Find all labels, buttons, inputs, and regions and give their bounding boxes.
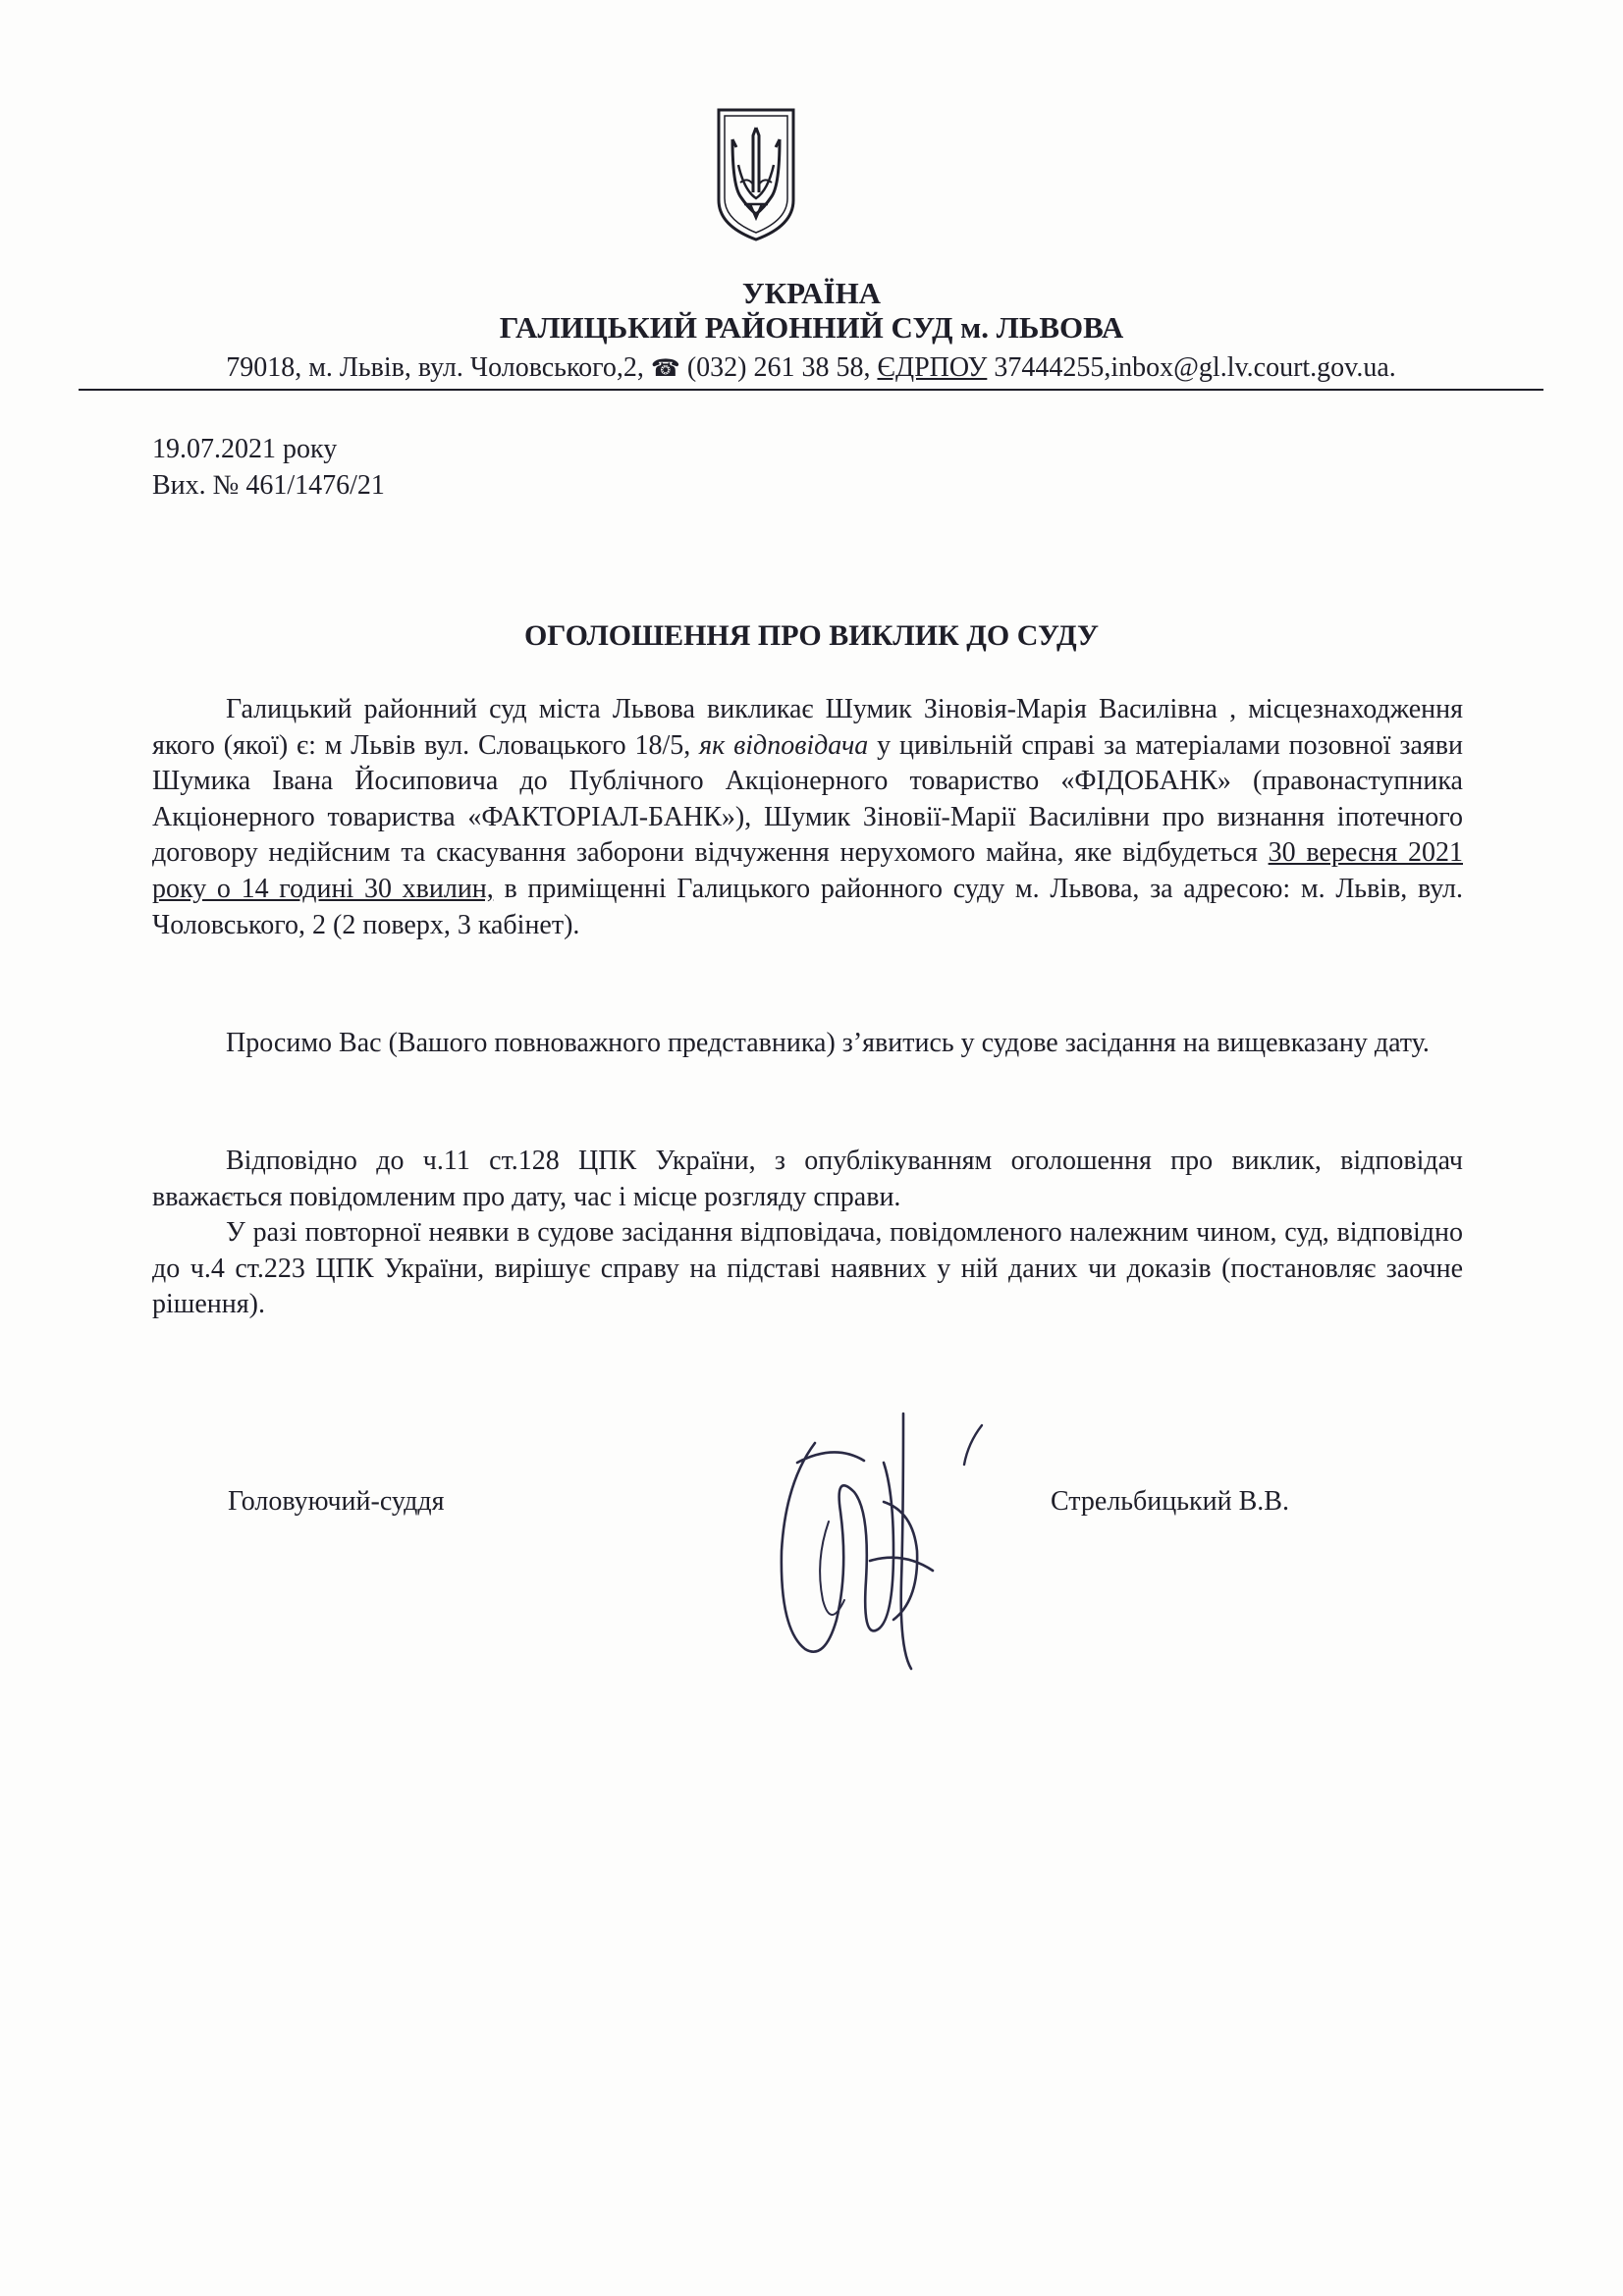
para4-text: У разі повторної неявки в судове засідання відповідача, повідомленого належним чином, суд, відповідно до ч.4 ст.223 ЦПК України, вирішує справу на підставі наявних у ній даних чи доказів (постановляє заочне рішення).: [152, 1217, 1463, 1320]
edrpou-label: ЄДРПОУ: [877, 352, 988, 383]
hearing-datetime: 30 вересня 2021 року о 14 годині 30 хвилин,: [152, 837, 1463, 904]
legal-notice-paragraphs: [152, 1144, 1463, 1323]
para1-text-c: в приміщенні Галицького районного суду м. Львова, за адресою: м. Львів, вул. Чоловського, 2 (2 поверх, 3 кабінет).: [152, 873, 1463, 940]
header-contact-line: [79, 351, 1543, 391]
phone-icon: ☎: [650, 354, 680, 382]
edrpou-email: 37444255,inbox@gl.lv.court.gov.ua.: [994, 352, 1396, 383]
document-title: ОГОЛОШЕННЯ ПРО ВИКЛИК ДО СУДУ: [523, 619, 1100, 652]
para3-text: Відповідно до ч.11 ст.128 ЦПК України, з опублікуванням оголошення про виклик, відповідач вважається повідомленим про дату, час і місце розгляду справи.: [152, 1146, 1463, 1212]
judge-name: Стрельбицький В.В.: [1051, 1486, 1289, 1517]
summons-paragraph: [152, 692, 1463, 943]
document-date: 19.07.2021 року: [152, 434, 338, 464]
court-address: 79018, м. Львів, вул. Чоловського,2,: [226, 352, 644, 383]
trident-emblem-icon: [715, 106, 797, 243]
defendant-role: як відповідача: [699, 729, 869, 761]
header-country: УКРАЇНА: [741, 276, 882, 310]
para2-text: Просимо Вас (Вашого повноважного представника) з’явитись у судове засідання на вищевказану дату.: [226, 1028, 1430, 1058]
court-phone: (032) 261 38 58,: [686, 352, 871, 383]
request-paragraph: [152, 1026, 1463, 1062]
header-court-name: ГАЛИЦЬКИЙ РАЙОННИЙ СУД м. ЛЬВОВА: [499, 310, 1124, 345]
para1-text-b: у цивільній справі за матеріалами позовної заяви Шумика Івана Йосиповича до Публічного Акціонерного товариство «ФІДОБАНК» (правонаступника Акціонерного товариства «ФАКТОРІАЛ-БАНК»), Шумик Зіновії-Марії Василівни про визнання іпотечного договору недійсним та скасування заборони відчуження нерухомого майна, яке відбудеться: [152, 729, 1463, 869]
outgoing-number: Вих. № 461/1476/21: [152, 470, 385, 501]
handwritten-signature: [746, 1404, 1001, 1698]
signatory-position: Головуючий-суддя: [228, 1486, 445, 1517]
para1-text-a: Галицький районний суд міста Львова викликає Шумик Зіновія-Марія Василівна , місцезнаходження якого (якої) є: м Львів вул. Словацького 18/5,: [152, 694, 1463, 761]
